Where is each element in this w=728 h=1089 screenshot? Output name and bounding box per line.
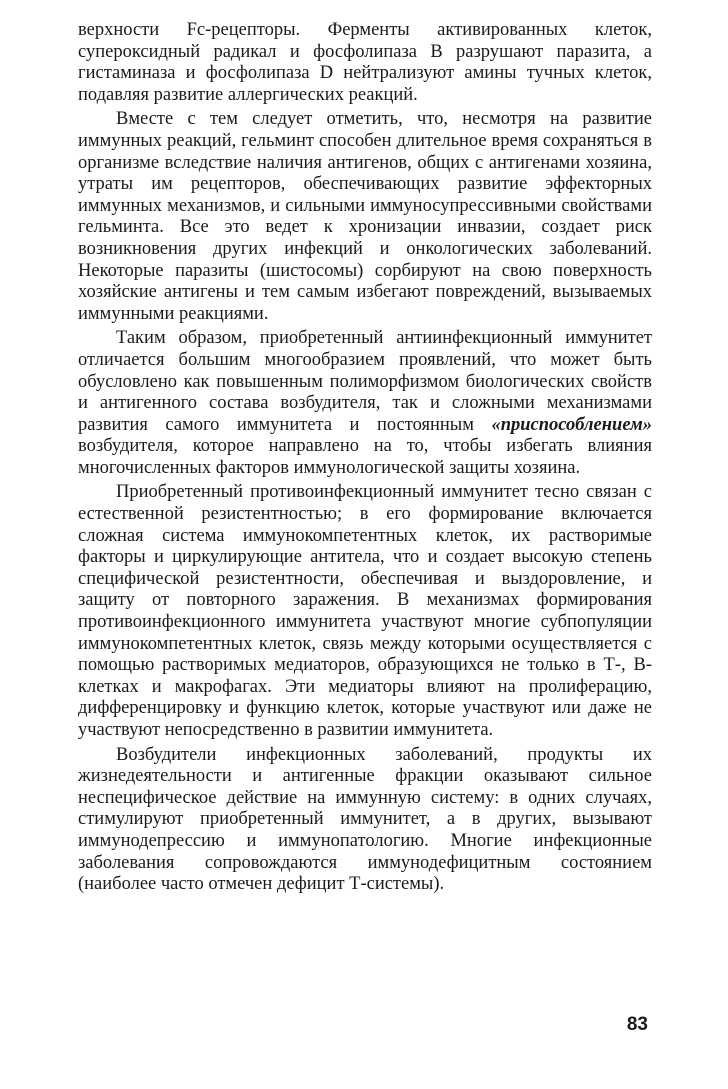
paragraph-fc-receptors: верхности Fc-рецепторы. Ферменты активированных клеток, супероксидный радикал и фосфолипаза В разрушают паразита, а гистаминаза и фосфолипаза D нейтрализуют амины тучных клеток, подавляя развитие аллергических реакций.	[78, 20, 652, 105]
paragraph-text-before-emphasis: Таким образом, приобретенный антиинфекционный иммунитет отличается большим многообразием проявлений, что может быть обусловлено как повышенным полиморфизмом биологических свойств и антигенного состава возбудителя, так и сложными механизмами развития самого иммунитета и постоянным	[78, 328, 652, 435]
page-body	[78, 20, 652, 896]
paragraph-natural-resistance: Приобретенный противоинфекционный иммунитет тесно связан с естественной резистентностью; в его формирование включается сложная система иммунокомпетентных клеток, их растворимые факторы и циркулирующие антитела, что и создает высокую степень специфической резистентности, обеспечивая и выздоровление, и защиту от повторного заражения. В механизмах формирования противоинфекционного иммунитета участвуют многие субпопуляции иммунокомпетентных клеток, связь между которыми осуществляется с помощью растворимых медиаторов, образующихся не только в Т-, В-клетках и макрофагах. Эти медиаторы влияют на пролиферацию, дифференцировку и функцию клеток, которые участвуют или даже не участвуют непосредственно в развитии иммунитета.	[78, 482, 652, 740]
emphasized-term: «приспособлением»	[491, 414, 652, 435]
paragraph-text-after-emphasis: возбудителя, которое направлено на то, чтобы избегать влияния многочисленных факторов иммунологической защиты хозяина.	[78, 436, 652, 478]
paragraph-acquired-immunity	[78, 328, 652, 479]
page-number: 83	[626, 1014, 648, 1035]
paragraph-helminth-persistence: Вместе с тем следует отметить, что, несмотря на развитие иммунных реакций, гельминт способен длительное время сохраняться в организме вследствие наличия антигенов, общих с антигенами хозяина, утраты им рецепторов, обеспечивающих развитие эффекторных иммунных механизмов, и сильными иммуносупрессивными свойствами гельминта. Все это ведет к хронизации инвазии, создает риск возникновения других инфекций и онкологических заболеваний. Некоторые паразиты (шистосомы) сорбируют на свою поверхность хозяйские антигены и тем самым избегают повреждений, вызываемых иммунными реакциями.	[78, 109, 652, 324]
paragraph-pathogen-effects: Возбудители инфекционных заболеваний, продукты их жизнедеятельности и антигенные фракции оказывают сильное неспецифическое действие на иммунную систему: в одних случаях, стимулируют приобретенный иммунитет, а в других, вызывают иммунодепрессию и иммунопатологию. Многие инфекционные заболевания сопровождаются иммунодефицитным состоянием (наиболее часто отмечен дефицит Т-системы).	[78, 744, 652, 895]
